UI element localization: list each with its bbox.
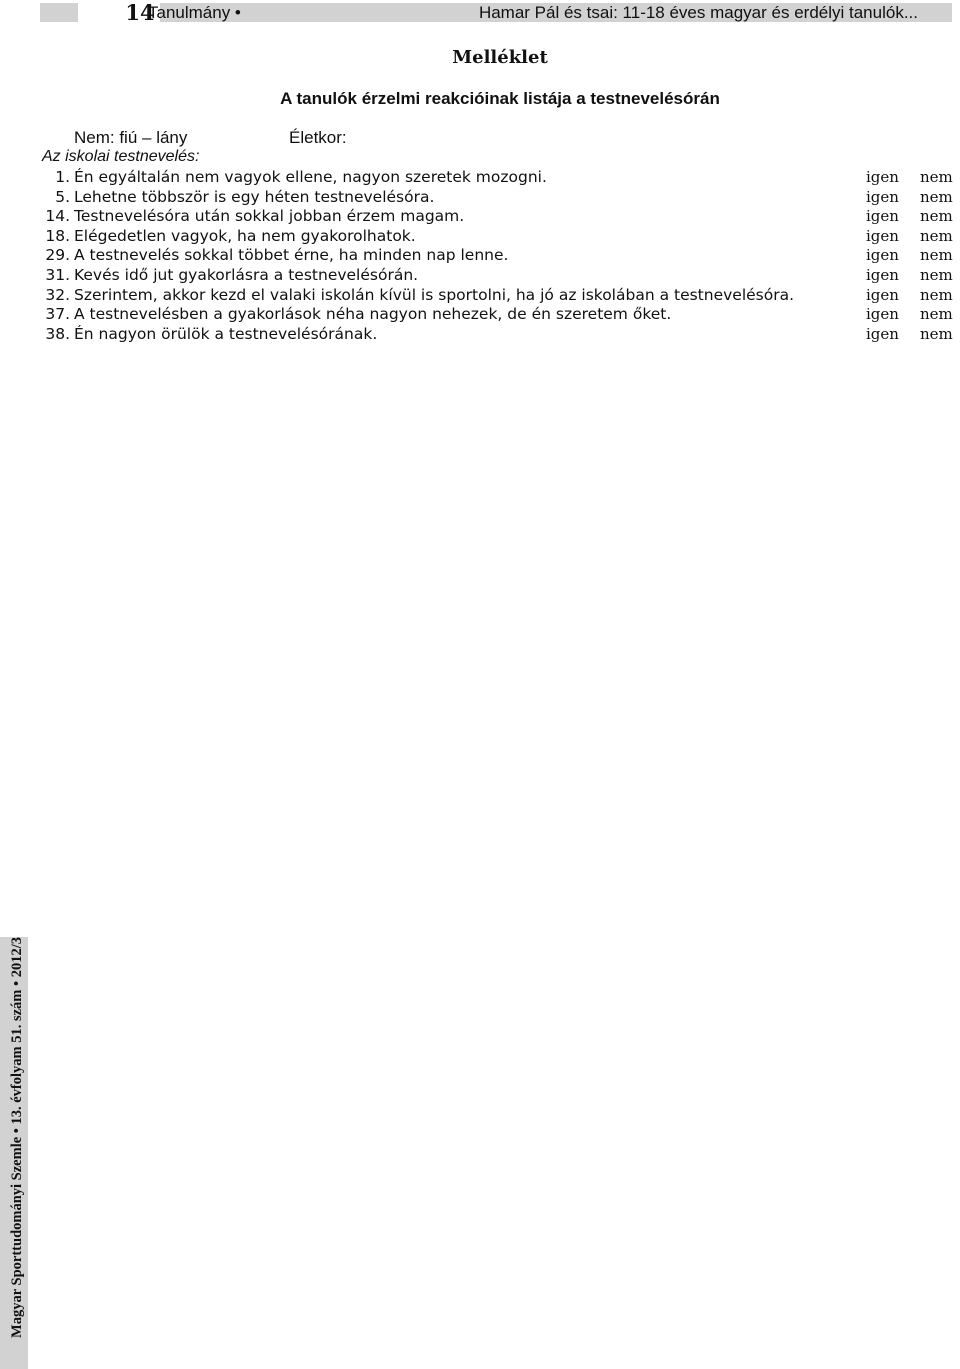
answer-no: nem [920, 305, 953, 324]
item-number: 32. [45, 285, 70, 304]
item-number: 18. [45, 226, 70, 245]
journal-citation: Magyar Sporttudományi Szemle • 13. évfolyam 51. szám • 2012/3 [9, 937, 25, 1338]
questionnaire-item [42, 188, 956, 208]
item-text: Én egyáltalán nem vagyok ellene, nagyon szeretek mozogni. [74, 168, 547, 186]
item-text: Én nagyon örülök a testnevelésórának. [74, 324, 378, 343]
answer-yes: igen [866, 285, 899, 304]
section-heading: Az iskolai testnevelés: [42, 148, 200, 165]
answer-yes: igen [866, 226, 899, 245]
answer-no: nem [920, 285, 953, 304]
section-label: Tanulmány • [148, 3, 241, 22]
answer-yes: igen [866, 168, 899, 186]
item-text: A testnevelésben a gyakorlások néha nagyon nehezek, de én szeretem őket. [74, 305, 672, 324]
answer-no: nem [920, 168, 953, 186]
questionnaire-item [42, 227, 956, 247]
questionnaire-item [42, 246, 956, 266]
item-number: 14. [45, 207, 70, 226]
item-text: Testnevelésóra után sokkal jobban érzem magam. [74, 207, 465, 226]
questionnaire-item [42, 266, 956, 286]
gender-field: Nem: fiú – lány [74, 128, 188, 147]
questionnaire-item [42, 168, 956, 188]
item-number: 1. [55, 168, 70, 186]
appendix-title: Melléklet [452, 47, 548, 68]
journal-side-band [0, 937, 28, 1369]
answer-yes: igen [866, 207, 899, 226]
answer-yes: igen [866, 187, 899, 206]
item-number: 31. [45, 265, 70, 284]
item-number: 37. [45, 305, 70, 324]
list-title: A tanulók érzelmi reakcióinak listája a testnevelésórán [280, 89, 720, 108]
item-text: A testnevelés sokkal többet érne, ha minden nap lenne. [74, 246, 509, 265]
answer-yes: igen [866, 324, 899, 343]
answer-yes: igen [866, 305, 899, 324]
answer-no: nem [920, 246, 953, 265]
answer-no: nem [920, 207, 953, 226]
item-text: Kevés idő jut gyakorlásra a testnevelésórán. [74, 265, 419, 284]
answer-no: nem [920, 265, 953, 284]
questionnaire-item [42, 325, 956, 345]
questionnaire-item [42, 207, 956, 227]
page-number: 14 [125, 0, 155, 25]
questionnaire-item [42, 305, 956, 325]
questionnaire-item [42, 286, 956, 306]
answer-no: nem [920, 187, 953, 206]
questionnaire-list [42, 168, 956, 344]
item-number: 5. [55, 187, 70, 206]
answer-no: nem [920, 226, 953, 245]
item-number: 38. [45, 324, 70, 343]
answer-yes: igen [866, 265, 899, 284]
item-number: 29. [45, 246, 70, 265]
running-header [40, 0, 952, 25]
item-text: Szerintem, akkor kezd el valaki iskolán kívül is sportolni, ha jó az iskolában a testnevelésóra. [74, 285, 795, 304]
item-text: Elégedetlen vagyok, ha nem gyakorolhatok. [74, 226, 416, 245]
age-field: Életkor: [289, 128, 347, 147]
answer-no: nem [920, 324, 953, 343]
item-text: Lehetne többször is egy héten testnevelésóra. [74, 187, 435, 206]
answer-yes: igen [866, 246, 899, 265]
running-title: Hamar Pál és tsai: 11-18 éves magyar és erdélyi tanulók... [478, 3, 918, 22]
